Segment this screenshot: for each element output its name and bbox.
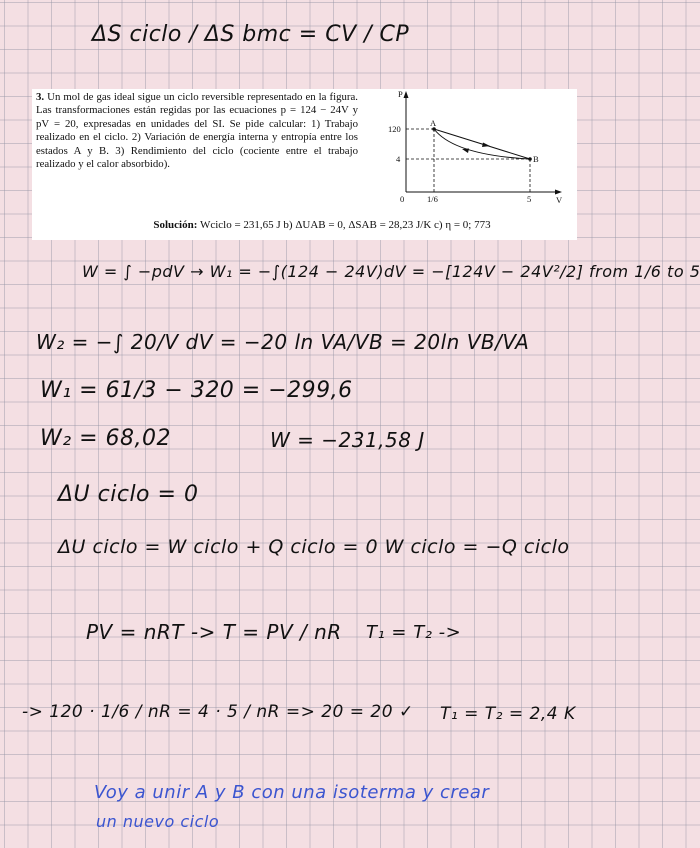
blue-note-line-1: Voy a unir A y B con una isoterma y crear: [94, 782, 490, 803]
work-line-7a: PV = nRT -> T = PV / nR: [86, 620, 342, 644]
p-axis-arrow: [404, 91, 409, 98]
v-tick-5: 5: [527, 194, 532, 204]
p-tick-120: 120: [388, 124, 401, 134]
v-tick-0: 0: [400, 194, 405, 204]
work-line-4a: W₂ = 68,02: [40, 426, 171, 451]
solution-text: Wciclo = 231,65 J b) ΔUAB = 0, ΔSAB = 28,23 J/K c) η = 0; 773: [199, 219, 491, 231]
p-tick-4: 4: [396, 154, 401, 164]
p-axis-label: P: [398, 89, 403, 99]
work-line-3: W₁ = 61/3 − 320 = −299,6: [40, 378, 353, 403]
v-axis-arrow: [555, 190, 562, 195]
linear-process-line: [434, 129, 530, 159]
solution-line: [102, 219, 542, 231]
work-line-2: W₂ = −∫ 20/V dV = −20 ln VA/VB = 20ln VB/VA: [36, 330, 530, 354]
work-line-5: ΔU ciclo = 0: [58, 482, 199, 507]
work-line-6: ΔU ciclo = W ciclo + Q ciclo = 0 W ciclo = −Q ciclo: [58, 536, 570, 558]
problem-statement: [32, 89, 577, 240]
work-line-1: W = ∫ −pdV → W₁ = −∫(124 − 24V)dV = −[124V − 24V²/2] from 1/6 to 5: [82, 262, 700, 281]
v-axis-label: V: [556, 195, 563, 205]
point-a-label: A: [430, 118, 437, 128]
problem-text: [36, 91, 358, 171]
solution-label: Solución:: [153, 219, 198, 231]
problem-body: Un mol de gas ideal sigue un ciclo reversible representado en la figura. Las transformaciones están regidas por las ecuaciones p = 124 − 24V y pV = 20, expresadas en unidades del SI. Se pide calcular: 1) Trabajo realizado en el ciclo. 2) Variación de energía interna y entropía entre los estados A y B. 3) Rendimiento del ciclo (cociente entre el trabajo realizado y el calor absorbido).: [36, 91, 358, 171]
header-note: ΔS ciclo / ΔS bmc = CV / CP: [92, 22, 410, 47]
work-line-8a: -> 120 · 1/6 / nR = 4 · 5 / nR => 20 = 20 ✓: [22, 702, 414, 722]
problem-number: 3.: [36, 91, 45, 103]
hyperbolic-process-arrow: [462, 149, 469, 154]
work-line-7b: T₁ = T₂ ->: [366, 622, 462, 643]
point-b-marker: [528, 157, 532, 161]
pv-diagram: [362, 89, 572, 209]
blue-note-line-2: un nuevo ciclo: [96, 812, 220, 831]
work-line-4b: W = −231,58 J: [270, 428, 425, 452]
v-tick-1-6: 1/6: [427, 194, 438, 204]
point-b-label: B: [533, 154, 539, 164]
work-line-8b: T₁ = T₂ = 2,4 K: [440, 704, 576, 724]
